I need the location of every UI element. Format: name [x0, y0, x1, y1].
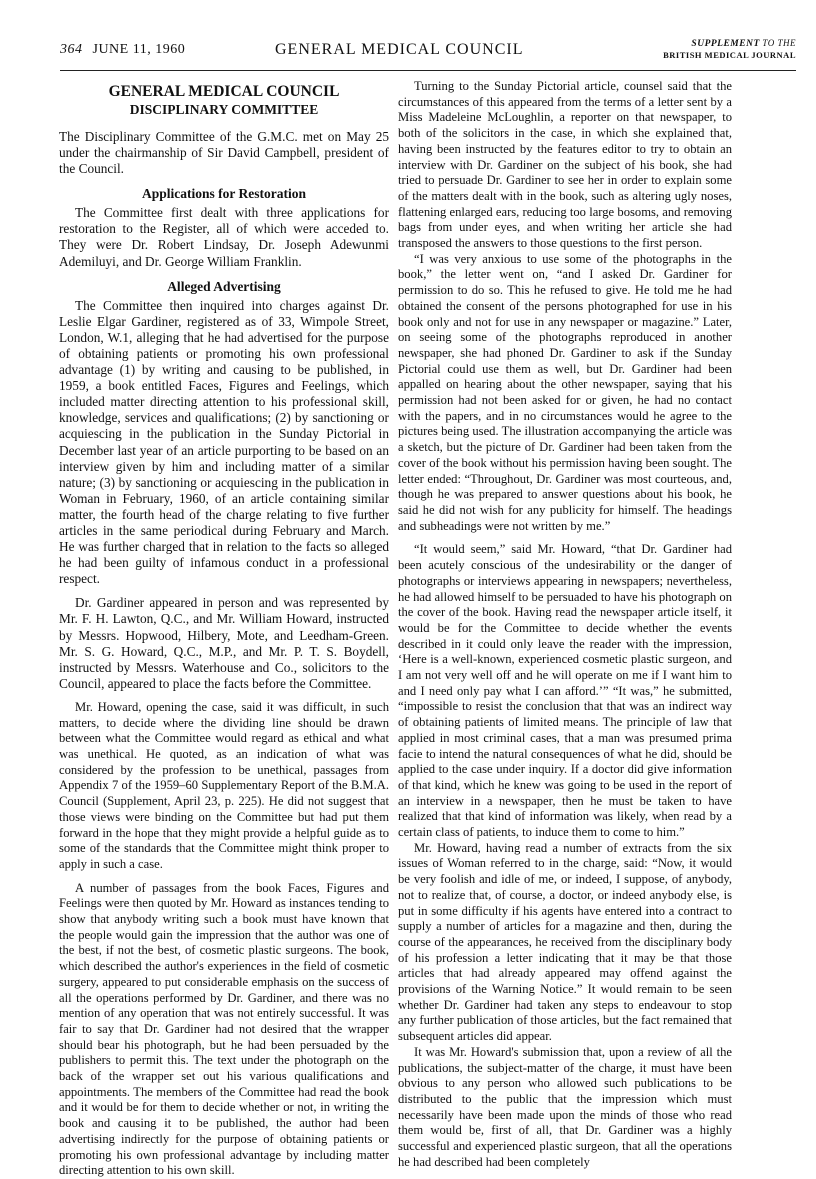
page-number: 364 — [60, 42, 83, 57]
supplement-word: SUPPLEMENT — [691, 39, 760, 49]
opening-paragraph: Mr. Howard, opening the case, said it was difficult, in such matters, to decide where the dividing line should be drawn between what the Committee would regard as ethical and what was unethical. He quoted, as an indication of what was considered by the profession to be unethical, passages from Appendix 7 of the 1959–60 Supplementary Report of the B.M.A. Council (Supplement, April 23, p. 225). He did not suggest that those views were binding on the Committee but had put them forward in the hope that they might provide a helpful guide as to some of the standards that the Committee might think proper to apply in such a case. — [59, 699, 389, 871]
it-would-seem-paragraph: “It would seem,” said Mr. Howard, “that Dr. Gardiner had been acutely conscious of the undesirability or the danger of photographs or interviews appearing in newspapers; nevertheless, he had allowed himself to be persuaded to have his photograph on the cover of the book. Having read the newspaper article itself, it would be for the Committee to decide whether the events described in it could only leave the reader with the impression, ‘Here is a well-known, experienced cosmetic plastic surgeon, and I am not very well off and he will operate on me if I want him to and I need only pay what I can afford.’” “It was,” he submitted, “impossible to resist the conclusion that that was an indirect way of obtaining patients of limited means. The principle of law that applied in most criminal cases, that a man was presumed prima facie to intend the natural consequences of what he did, should be applied to the case under inquiry. If a doctor did give information of that kind, which he knew was going to be used in the report of an interview in a newspaper, then he must be taken to have realized that that kind of information was likely, when read by a certain class of patients, to induce them to come to him.” — [398, 542, 732, 840]
page-header — [60, 34, 796, 71]
supplement-label — [663, 38, 796, 61]
submission-paragraph: It was Mr. Howard's submission that, upon a review of all the publications, the subject-matter of the charge, it must have been obvious to any person who allowed such publications to be distributed to the public that the impression which must necessarily have been made upon the minds of those who read them would be, first of all, that Dr. Gardiner was a highly successful and experienced plastic surgeon, that all the operations he had described had been completely — [398, 1044, 732, 1169]
running-title: GENERAL MEDICAL COUNCIL — [275, 41, 524, 58]
charge-paragraph: The Committee then inquired into charges against Dr. Leslie Elgar Gardiner, registered as of 33, Wimpole Street, London, W.1, alleging that he had advertised for the purpose of obtaining patients or promoting his own professional advantage (1) by writing and causing to be published, in 1959, a book entitled Faces, Figures and Feelings, which included matter directing attention to his professional skill, knowledge, services and qualifications; (2) by sanctioning or acquiescing in the publication in the Sunday Pictorial in December last year of an article purporting to be based on an interview given by him and including matter of a similar nature; (3) by sanctioning or acquiescing in the publication in Woman in February, 1960, of an article containing similar matter, the fourth head of the charge relating to five further articles in the same periodical during February and March. He was further charged that in relation to the facts so alleged he had been guilty of infamous conduct in a professional respect. — [59, 297, 389, 587]
intro-paragraph: The Disciplinary Committee of the G.M.C. met on May 25 under the chairmanship of Sir David Campbell, president of the Council. — [59, 129, 389, 177]
book-passages-paragraph: A number of passages from the book Faces, Figures and Feelings were then quoted by Mr. Howard as instances tending to show that anybody writing such a book must have known that the people would gain the impression that the author was one of the best, if not the best, of cosmetic plastic surgeons. The book, which described the author's experiences in the field of cosmetic surgery, appeared to put considerable emphasis on the success of all the operations performed by Dr. Gardiner, and there was no mention of any operation that was not entirely successful. It was fair to say that Dr. Gardiner had not desired that the wrapper should bear his photograph, but he had been persuaded by the publishers to permit this. The text under the photograph on the back of the wrapper set out his various qualifications and appointments. The members of the Committee had read the book and it would be for them to decide whether or not, in writing the book and causing it to be published, the author had been advertising indirectly for the purpose of obtaining patients or promoting his own professional advantage by including matter directing attention to his own skill. — [59, 880, 389, 1178]
issue-date: JUNE 11, 1960 — [92, 42, 186, 57]
restoration-paragraph: The Committee first dealt with three applications for restoration to the Register, all of which were acceded to. They were Dr. Robert Lindsay, Dr. Joseph Adewunmi Ademiluyi, and Dr. George William Franklin. — [59, 205, 389, 269]
advertising-heading: Alleged Advertising — [167, 278, 281, 294]
supplement-to: TO THE — [762, 38, 796, 48]
journal-name: BRITISH MEDICAL JOURNAL — [663, 50, 796, 60]
article-subtitle: DISCIPLINARY COMMITTEE — [129, 102, 319, 117]
left-column — [59, 79, 389, 1179]
sunday-pictorial-paragraph: Turning to the Sunday Pictorial article, counsel said that the circumstances of this appeared from the terms of a letter sent by a Miss Madeleine McLoughlin, a reporter on that newspaper, to both of the solicitors in the case, in which she explained that, having been instructed by the features editor to try to obtain an interview with Dr. Gardiner on the subject of his book, she had tried to persuade Dr. Gardiner to see her in order to explain some of the matters dealt with in the book, such as altering ugly noses, flattening enlarged ears, reducing too large bosoms, and removing bags from under eyes, and when writing her article she had transposed the answers to those questions to the first person. — [398, 79, 732, 251]
article-title: GENERAL MEDICAL COUNCIL — [108, 83, 340, 100]
header-left — [60, 42, 185, 58]
letter-quote-paragraph: “I was very anxious to use some of the photographs in the book,” the letter went on, “and I asked Dr. Gardiner for permission to do so. This he refused to give. He told me he had obtained the consent of the persons photographed for use in his book only and not for use in any newspaper or magazine.” Later, on seeing some of the photographs reproduced in another newspaper, she had phoned Dr. Gardiner to ask if the Sunday Pictorial could use them as well, but Dr. Gardiner had been appalled on hearing about the other newspaper, saying that his permission had not been asked for or given, he had no contact with the papers, and in no circumstances would he agree to the pictures being used. The illustration accompanying the article was a sketch, but the picture of Dr. Gardiner had been taken from the cover of the book without his permission having been sought. The letter ended: “Throughout, Dr. Gardiner was most courteous, and, though he was prepared to answer questions about his book, he said he did not wish for any publicity for himself. The headings and subheadings were not written by me.” — [398, 251, 732, 533]
representation-paragraph: Dr. Gardiner appeared in person and was represented by Mr. F. H. Lawton, Q.C., and Mr. William Howard, instructed by Messrs. Hopwood, Hilbery, Mote, and Leedham-Green. Mr. S. G. Howard, Q.C., M.P., and Mr. P. T. S. Boydell, instructed by Messrs. Waterhouse and Co., solicitors to the Council, appeared to place the facts before the Committee. — [59, 595, 389, 691]
woman-extracts-paragraph: Mr. Howard, having read a number of extracts from the six issues of Woman referred to in the charge, said: “Now, it would be very foolish and idle of me, or indeed, I suppose, of anybody, not to realize that, of course, a doctor, or indeed anybody else, is put in some difficulty if his agents have entered into a contract to supply a number of articles for a magazine and then, during the course of the appearances, he received from the disciplinary body of his profession a letter indicating that it may be that those articles that had already appeared may offend against the provisions of the Warning Notice.” It would remain to be seen whether Dr. Gardiner had taken any steps to endeavour to stop any further publication of those articles, but the fact remained that subsequent articles did appear. — [398, 840, 732, 1044]
restoration-heading: Applications for Restoration — [142, 186, 306, 202]
right-column — [398, 79, 732, 1171]
